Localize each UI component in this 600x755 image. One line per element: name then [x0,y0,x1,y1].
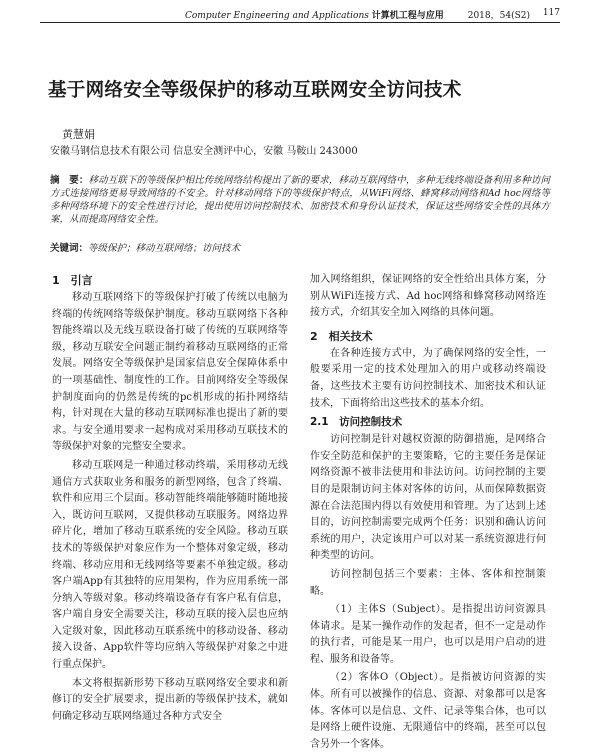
section-2-heading: 2 相关技术 [310,329,373,343]
section-2-1-paragraph-1: 访问控制是针对越权资源的防御措施，是网络合作安全防范和保护的主要策略，它的主要任务是保证网络资源不被非法使用和非法访问。访问控制的主要目的是限制访问主体对客体的访问，从而保障数据资源在合法范围内得以有效使用和管理。为了达到上述目的，访问控制需要完成两个任务：识别和确认访问系统的用户，决定该用户可以对某一系统资源进行何种类型的访问。 [310,434,546,562]
section-1-paragraph-3-continued: 加入网络组织，保证网络的安全性给出具体方案，分别从WiFi连接方式、Ad hoc网络和蜂窝移动网络连接方式，介绍其安全加入网络的具体问题。 [310,274,546,319]
keywords [50,240,550,254]
section-1-paragraph-1: 移动互联网络下的等级保护打破了传统以电脑为终端的传统网络等级保护制度。移动互联网络下各种智能终端以及无线互联设备打破了传统的互联网络等级，移动互联安全问题正制约着移动互联网络的正常发展。网络安全等级保护是国家信息安全保障体系中的一项基础性、制度性的工作。目前网络安全等级保护制度面向的仍然是传统的pc机形成的拓扑网络结构，针对现在大量的移动互联网标准也提出了新的要求。与安全通用要求一起构成对采用移动互联技术的等级保护对象的完整安全要求。 [52,292,288,453]
journal-name-cn: 计算机工程与应用 [371,11,444,21]
section-1-paragraph-2: 移动互联网是一种通过移动终端，采用移动无线通信方式获取业务和服务的新型网络，包含了终端、软件和应用三个层面。移动智能终端能够随时随地接入，既访问互联网，又提供移动互联服务。网络边界碎片化，增加了移动互联系统的安全风险。移动互联技术的等级保护对象应作为一个整体对象定级，移动终端、移动应用和无线网络等要素不单独定级。移动客户端App有其独特的应用架构，作为应用系统一部分纳入等级对象。移动终端设备存有客户私有信息，客户端自身安全需要关注，移动互联的接入层也应纳入定级对象，因此移动互联系统中的移动设备、移动接入设备、App软件等均应纳入等级保护对象之中进行重点保护。 [52,459,288,671]
abstract-text: 移动互联下的等级保护相比传统网络结构提出了新的要求，移动互联网络中，多种无线终端设备利用多种访问方式连接网络更易导致网络的不安全。针对移动网络下的等级保护特点，从WiFi网络、蜂窝移动网络和Ad hoc网络等多种网络环境下的安全性进行讨论，提出使用访问控制技术、加密技术和身份认证技术，保证这些网络安全性的具体方案，从而提高网络安全性。 [50,175,550,225]
author: 黄慧娟 [62,128,95,141]
abstract [50,174,550,226]
issue-number: 2018，54(S2) [467,11,530,21]
abstract-label: 摘 要： [50,175,89,186]
running-header [40,8,560,23]
paper-title: 基于网络安全等级保护的移动互联网安全访问技术 [48,80,462,101]
section-2-1-object-item: （2）客体O（Object）。是指被访问资源的实体。所有可以被操作的信息、资源、对象都可以是客体。客体可以是信息、文件、记录等集合体，也可以是网络上硬件设施、无限通信中的终端，甚至可以包含另外一个客体。 [310,672,546,750]
section-2-1-heading: 2.1 访问控制技术 [310,416,403,429]
keywords-label: 关键词： [50,243,89,254]
right-column [310,272,546,755]
journal-name: Computer Engineering and Applications 计算机工程与应用 [185,11,444,21]
section-2-1-paragraph-2: 访问控制包括三个要素：主体、客体和控制策略。 [310,568,546,597]
section-1-heading: 1 引言 [52,274,93,287]
page-number: 117 [542,8,560,18]
left-column [52,272,288,727]
section-1-paragraph-3: 本文将根据新形势下移动互联网络安全要求和新修订的安全扩展要求，提出新的等级保护技术，就如何确定移动互联网络通过各种方式安全 [52,677,288,722]
section-2-1-subject-item: （1）主体S（Subject）。是指提出访问资源具体请求。是某一操作动作的发起者，但不一定是动作的执行者，可能是某一用户，也可以是用户启动的进程、服务和设备等。 [310,604,546,665]
affiliation: 安徽马钢信息技术有限公司 信息安全测评中心，安徽 马鞍山 243000 [50,146,358,157]
keywords-text: 等级保护；移动互联网络；访问技术 [88,243,241,254]
section-2-paragraph-1: 在各种连接方式中，为了确保网络的安全性，一般要采用一定的技术处理加入的用户或移动终端设备，这些技术主要有访问控制技术、加密技术和认证技术，下面将给出这些技术的基本介绍。 [310,347,546,409]
